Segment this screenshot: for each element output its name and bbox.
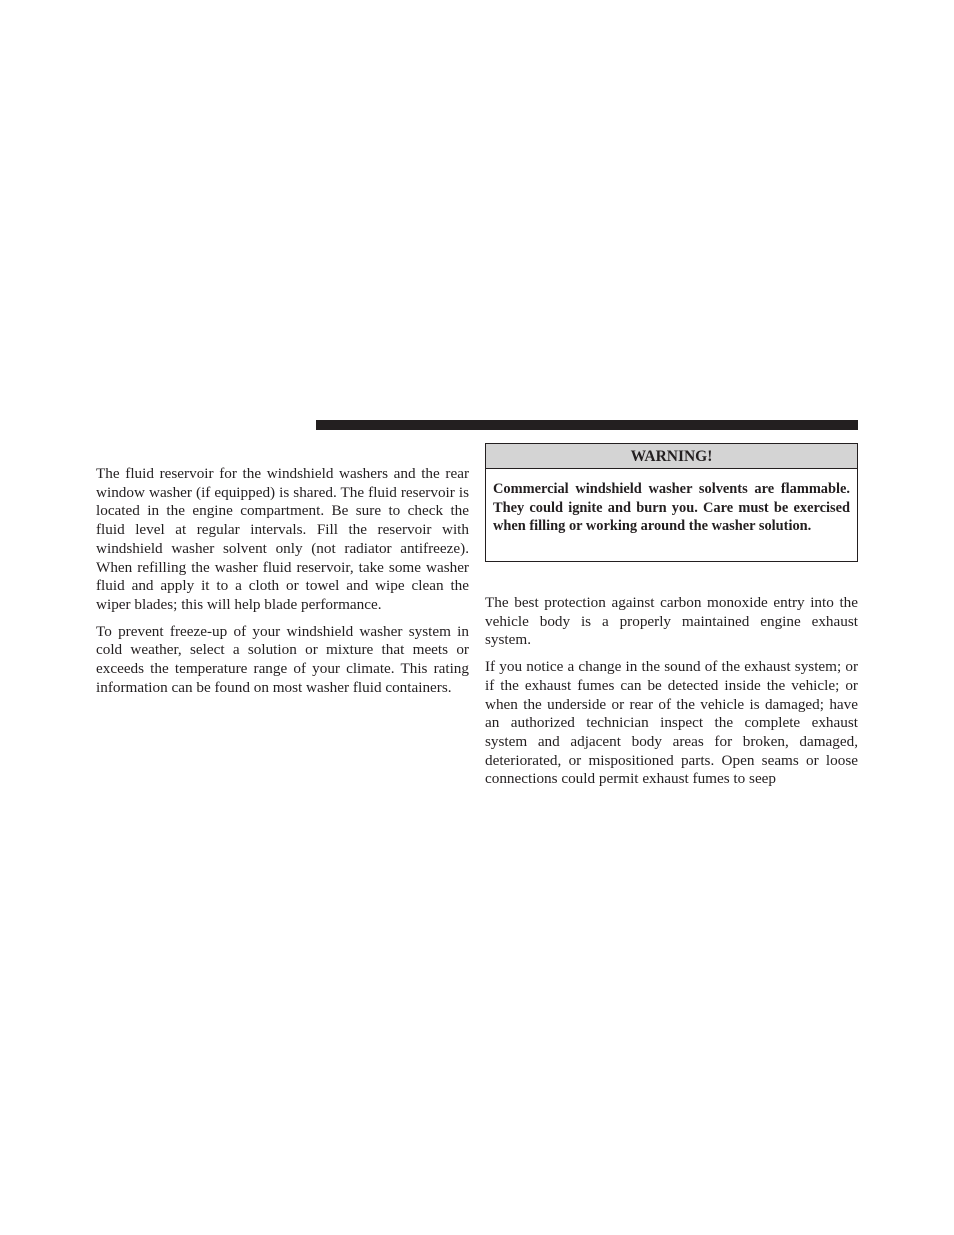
left-column xyxy=(96,465,469,705)
warning-box xyxy=(485,443,858,562)
right-column xyxy=(485,594,858,797)
warning-text: Commercial windshield washer solvents are flammable. They could ignite and burn you. Care must be exercised when filling or working around the washer solution. xyxy=(493,481,850,535)
exhaust-protection-paragraph: The best protection against carbon monoxide entry into the vehicle body is a properly maintained engine exhaust system. xyxy=(485,594,858,649)
warning-title: WARNING! xyxy=(486,444,857,469)
washer-reservoir-paragraph: The fluid reservoir for the windshield washers and the rear window washer (if equipped) is shared. The fluid reservoir is located in the engine compartment. Be sure to check the fluid level at regular intervals. Fill the reservoir with windshield washer solvent only (not radiator antifreeze). When refilling the washer fluid reservoir, take some washer fluid and apply it to a cloth or towel and wipe clean the wiper blades; this will help blade performance. xyxy=(96,465,469,613)
exhaust-inspection-paragraph: If you notice a change in the sound of the exhaust system; or if the exhaust fumes can be detected inside the vehicle; or when the underside or rear of the vehicle is damaged; have an authorized technician inspect the complete exhaust system and adjacent body areas for broken, damaged, deteriorated, or mispositioned parts. Open seams or loose connections could permit exhaust fumes to seep xyxy=(485,658,858,788)
header-rule xyxy=(316,420,858,430)
freeze-up-paragraph: To prevent freeze-up of your windshield washer system in cold weather, select a solution or mixture that meets or exceeds the temperature range of your climate. This rating information can be found on most washer fluid containers. xyxy=(96,622,469,696)
